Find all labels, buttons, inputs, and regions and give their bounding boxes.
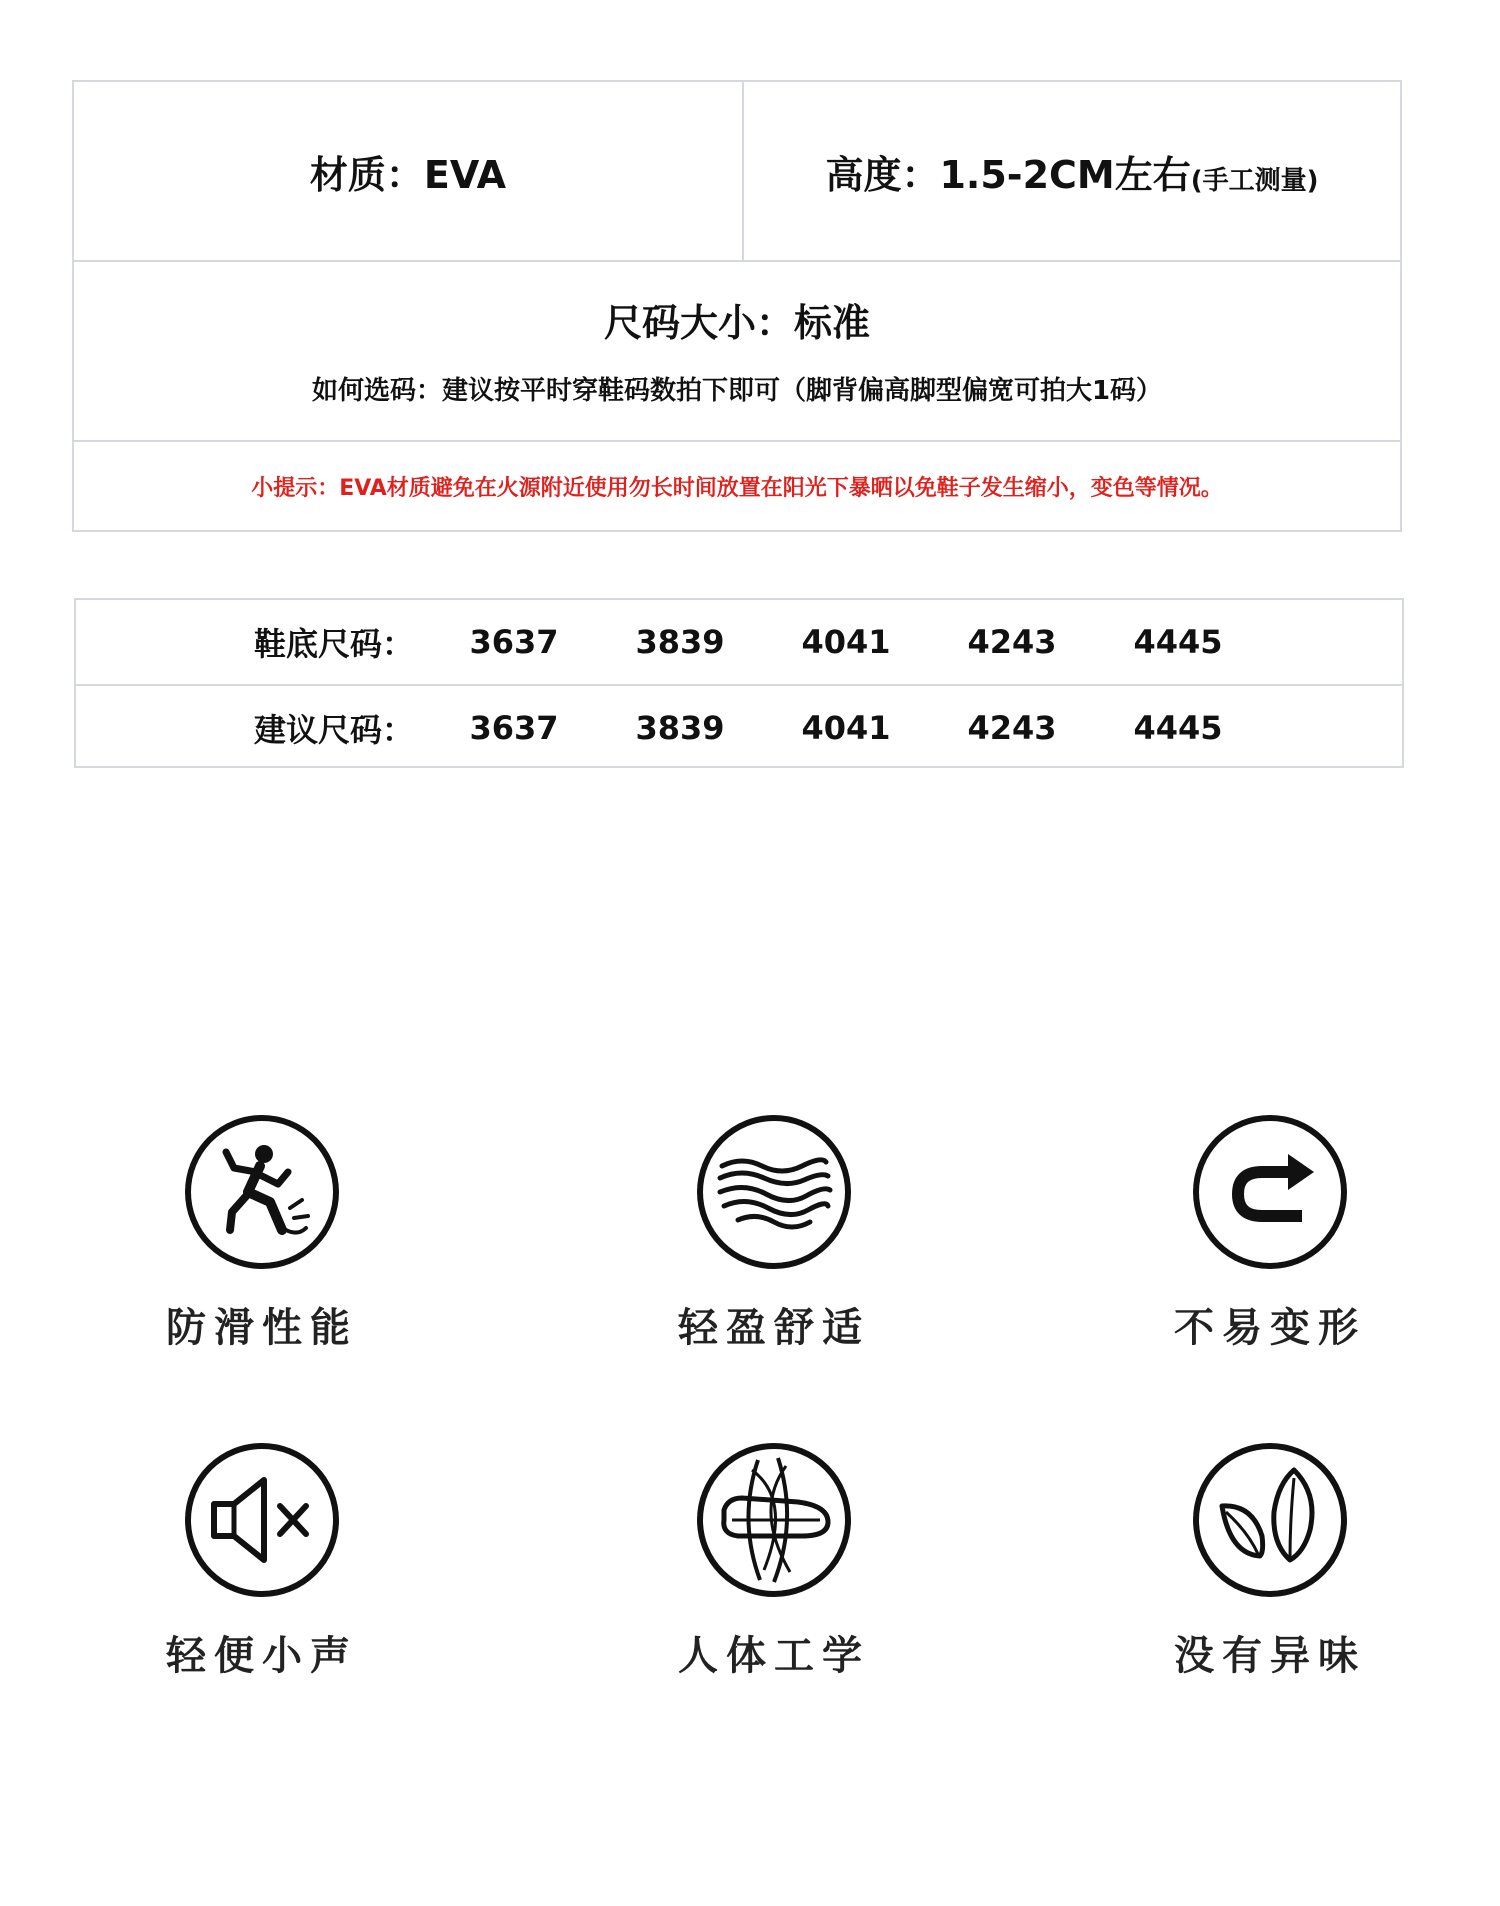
feature-label: 防滑性能 — [166, 1305, 358, 1351]
feature-anti-slip — [112, 1112, 412, 1352]
tip-text: 小提示：EVA材质避免在火源附近使用勿长时间放置在阳光下暴晒以免鞋子发生缩小，变色等情况。 — [251, 475, 1223, 501]
row-label: 建议尺码： — [254, 711, 415, 749]
height-text: 高度：1.5-2CM左右 — [825, 152, 1191, 197]
waves-icon — [694, 1112, 854, 1272]
slip-person-icon — [182, 1112, 342, 1272]
size-standard-title: 尺码大小：标准 — [603, 300, 870, 345]
ergonomic-foot-icon — [694, 1440, 854, 1600]
speaker-mute-icon — [182, 1440, 342, 1600]
material-text: 材质：EVA — [309, 152, 507, 197]
size-table — [74, 598, 1404, 768]
feature-label: 没有异味 — [1174, 1633, 1366, 1679]
table-cell: 4243 — [967, 623, 1057, 661]
feature-quiet — [112, 1440, 412, 1680]
feature-label: 轻盈舒适 — [678, 1305, 870, 1351]
spec-divider-1 — [74, 260, 1400, 262]
table-cell: 4041 — [801, 623, 891, 661]
table-cell: 4445 — [1133, 709, 1223, 747]
feature-odorless — [1120, 1440, 1420, 1680]
spec-table — [72, 80, 1402, 532]
feature-label: 不易变形 — [1174, 1305, 1366, 1351]
height-cell — [744, 82, 1400, 260]
feature-lightweight-comfort — [624, 1112, 924, 1352]
size-advice-text: 如何选码：建议按平时穿鞋码数拍下即可（脚背偏高脚型偏宽可拍大1码） — [311, 375, 1163, 406]
leaves-icon — [1190, 1440, 1350, 1600]
feature-ergonomic — [624, 1440, 924, 1680]
row-label: 鞋底尺码： — [254, 625, 415, 663]
table-cell: 3637 — [469, 623, 559, 661]
table-cell: 3839 — [635, 709, 725, 747]
material-cell — [74, 82, 742, 260]
table-cell: 4243 — [967, 709, 1057, 747]
feature-label: 人体工学 — [678, 1633, 870, 1679]
table-cell: 4445 — [1133, 623, 1223, 661]
feature-no-deform — [1120, 1112, 1420, 1352]
feature-label: 轻便小声 — [166, 1633, 358, 1679]
table-row — [76, 686, 1402, 770]
height-note: (手工测量) — [1190, 165, 1319, 196]
table-cell: 3839 — [635, 623, 725, 661]
table-row — [76, 600, 1402, 684]
table-cell: 3637 — [469, 709, 559, 747]
redo-arrow-icon — [1190, 1112, 1350, 1272]
table-cell: 4041 — [801, 709, 891, 747]
